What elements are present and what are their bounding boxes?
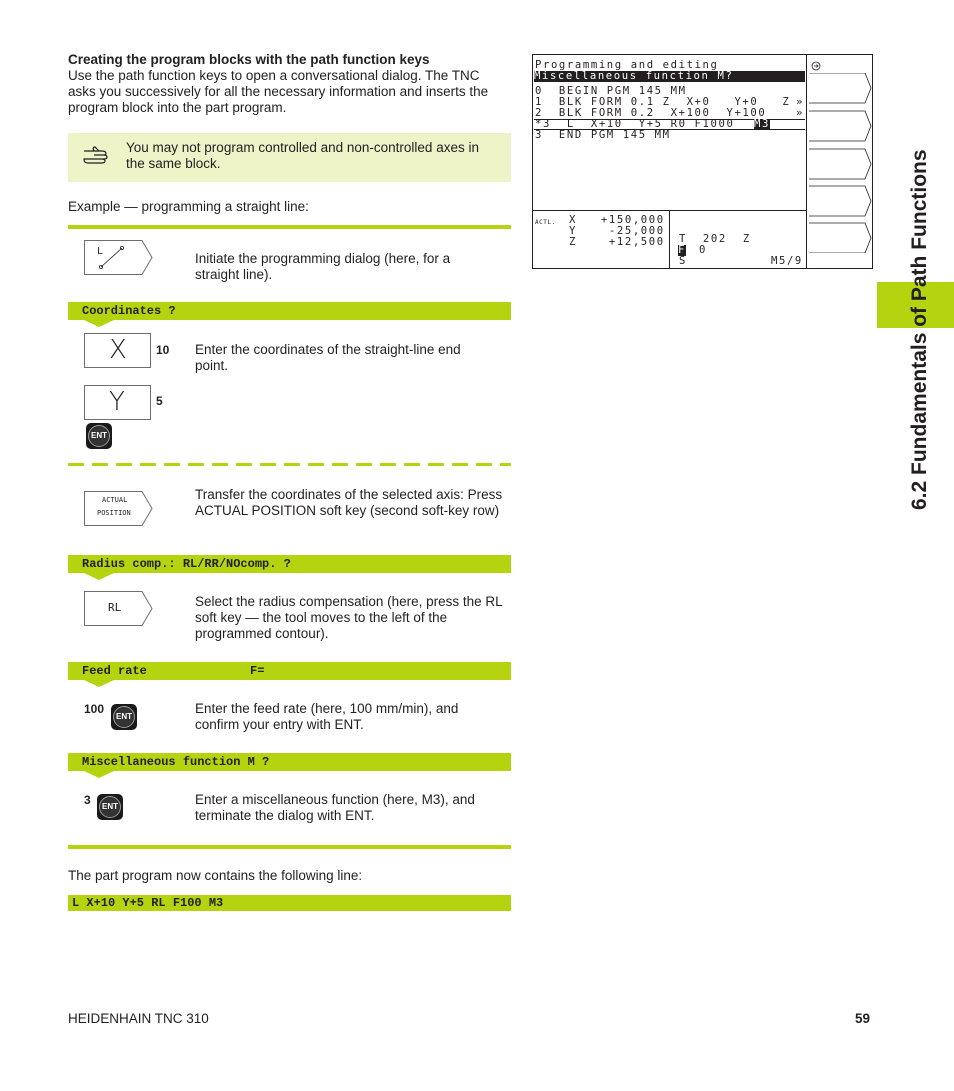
prompt-notch [84,573,114,580]
actual-position-line2: POSITION [97,509,131,517]
cursor-m3: M3 [754,118,770,130]
ent-key[interactable]: ENT [111,704,137,730]
tool-info: T 202 Z [679,233,751,245]
more-arrow: » [796,96,804,108]
prompt-notch [84,771,114,778]
result-line: L X+10 Y+5 RL F100 M3 [68,895,511,911]
pos-y: Y -25,000 [569,225,665,237]
divider [68,845,511,849]
rl-softkey[interactable] [84,591,153,626]
feed-flag: F [678,244,686,256]
y-axis-key[interactable] [84,385,151,420]
prompt-misc: Miscellaneous function M ? [68,753,511,771]
program-line-3: *3 L X+10 Y+5 R0 F1000 [535,118,735,130]
program-line-1: 1 BLK FORM 0.1 Z X+0 Y+0 Z [535,96,791,108]
result-label: The part program now contains the following line: [68,868,363,883]
prompt-coordinates: Coordinates ? [68,302,511,320]
m-state: M5/9 [771,255,803,267]
program-line-end: 3 END PGM 145 MM [535,129,671,141]
more-arrow: » [796,107,804,119]
prompt-radius: Radius comp.: RL/RR/NOcomp. ? [68,555,511,573]
step-line-text: Initiate the programming dialog (here, for a straight line). [195,251,451,282]
actual-position-line1: ACTUAL [102,496,128,504]
line-key[interactable] [84,240,153,275]
spindle-label: S [679,255,687,267]
actl-label: ACTL. [535,219,556,226]
x-axis-key-label: X [109,335,127,365]
note-box [68,133,511,182]
ent-key[interactable]: ENT [97,794,123,820]
status-divider-v [669,210,670,269]
example-label: Example — programming a straight line: [68,199,309,214]
y-axis-key-label: Y [109,387,125,417]
footer-left: HEIDENHAIN TNC 310 [68,1011,209,1026]
x-value: 10 [156,343,170,357]
page-number: 59 [855,1011,871,1026]
step-radius-text: Select the radius compensation (here, press the RL soft key — the tool moves to the left of the programmed contour). [195,594,503,641]
section-heading: Creating the program blocks with the path function keys [68,52,430,67]
rl-softkey-label: RL [108,601,122,614]
step-actual-text: Transfer the coordinates of the selected axis: Press ACTUAL POSITION soft key (second soft-key row) [195,487,503,518]
program-line-0: 0 BEGIN PGM 145 MM [535,85,687,97]
intro-paragraph: Use the path function keys to open a conversational dialog. The TNC asks you successively for all the necessary information and inserts the program block into the part program. [68,68,489,115]
line-key-label: L [97,246,104,257]
softkey-column-border [806,55,807,269]
step-feed-text: Enter the feed rate (here, 100 mm/min), and confirm your entry with ENT. [195,701,459,732]
x-axis-key[interactable] [84,333,151,368]
screen-softkey-column [809,73,872,253]
y-value: 5 [156,394,163,408]
prompt-notch [84,680,114,687]
step-coordinates-text: Enter the coordinates of the straight-line end point. [195,342,461,373]
prompt-feed: Feed rate F= [68,662,511,680]
screen-mode-icon [811,61,821,71]
pointing-hand-icon [82,145,112,165]
chapter-side-title: 6.2 Fundamentals of Path Functions [908,149,931,510]
prompt-notch [84,320,114,327]
dashed-divider [68,463,511,466]
ent-key[interactable]: ENT [86,423,112,449]
feed-value-screen: 0 [699,244,707,256]
pos-z: Z +12,500 [569,236,665,248]
note-text: You may not program controlled and non-controlled axes in the same block. [126,140,479,171]
pos-x: X +150,000 [569,214,665,226]
screen-dialog: Miscellaneous function M? [534,71,805,82]
status-divider [533,210,807,211]
step-misc-text: Enter a miscellaneous function (here, M3), and terminate the dialog with ENT. [195,792,475,823]
misc-value: 3 [84,793,91,807]
actual-position-softkey[interactable] [84,491,153,526]
feed-value: 100 [84,702,105,716]
divider [68,225,511,229]
screen-mode: Programming and editing [535,59,719,71]
program-line-2: 2 BLK FORM 0.2 X+100 Y+100 [535,107,767,119]
